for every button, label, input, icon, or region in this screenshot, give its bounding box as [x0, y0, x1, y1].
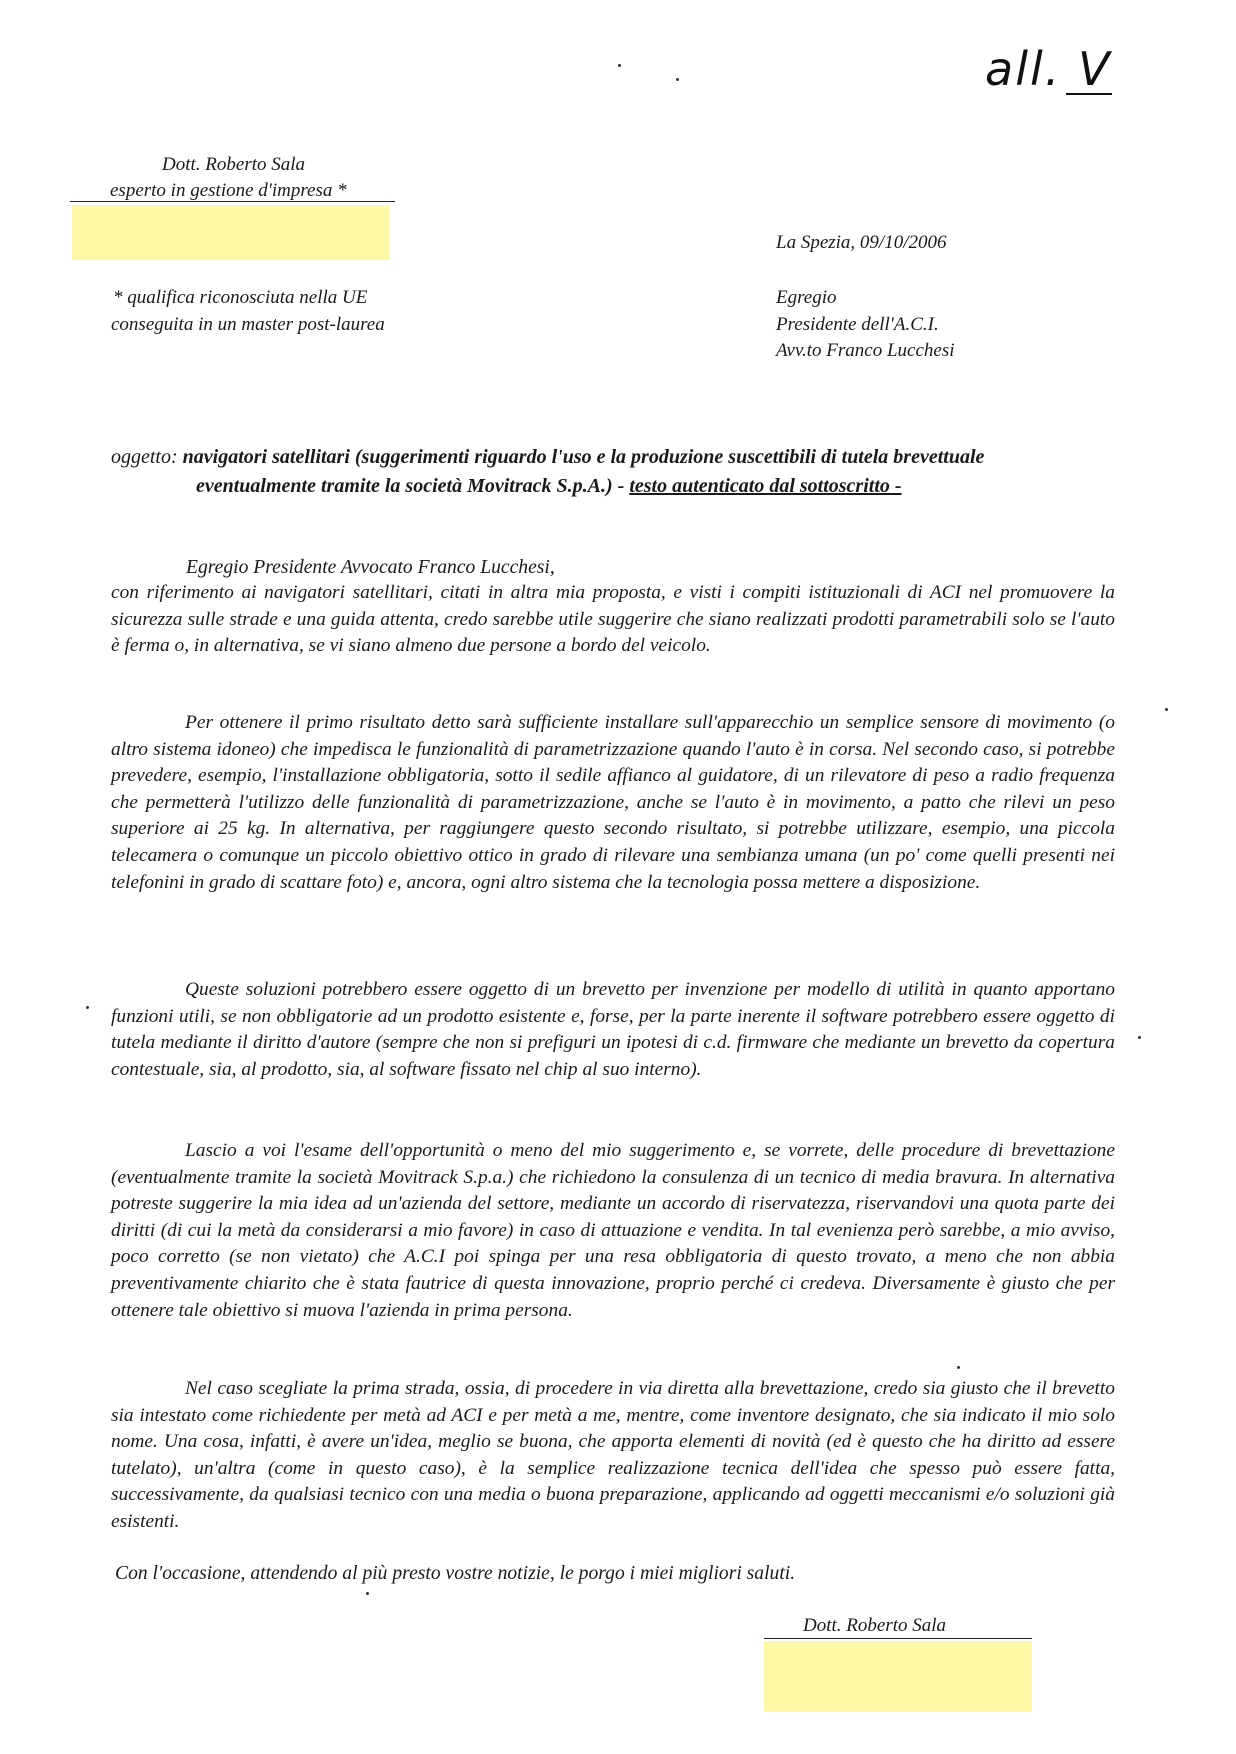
qualification-note-line2: conseguita in un master post-laurea: [111, 314, 385, 335]
scan-speck: [957, 1366, 960, 1369]
subject-line2: [196, 472, 902, 501]
scan-speck: [618, 64, 621, 67]
redacted-highlight-sender: [72, 205, 389, 260]
sender-title-rule: [70, 201, 395, 202]
paragraph-5: Nel caso scegliate la prima strada, ossia, di procedere in via diretta alla brevettazione, credo sia giusto che il brevetto sia intestato come richiedente per metà ad ACI e per metà a me, mentre, come inventore designato, che sia indicato il mio solo nome. Una cosa, infatti, è avere un'idea, meglio se buona, che apporta elementi di novità (ed è questo che ha diritto ad essere tutelato), un'altra (come in questo caso), è la semplice realizzazione tecnica dell'idea che spesso può essere fatta, successivamente, da qualsiasi tecnico con una media o buona preparazione, applicando ad oggetti meccanismi e/o soluzioni già esistenti.: [111, 1378, 1115, 1532]
redacted-highlight-signature: [764, 1641, 1032, 1712]
scan-speck: [86, 1006, 89, 1009]
sender-title: esperto in gestione d'impresa *: [110, 180, 347, 201]
subject-text-line1: navigatori satellitari (suggerimenti riguardo l'uso e la produzione suscettibili di tutela brevettuale: [182, 446, 985, 468]
recipient-name: Avv.to Franco Lucchesi: [776, 340, 955, 361]
paragraph-1: con riferimento ai navigatori satellitari, citati in altra mia proposta, e visti i compiti istituzionali di ACI nel promuovere la sicurezza sulle strade e una guida attenta, credo sarebbe utile suggerire che siano realizzati prodotti parametrabili solo se l'auto è ferma o, in alternativa, se vi siano almeno due persone a bordo del veicolo.: [111, 582, 1115, 657]
recipient-role: Presidente dell'A.C.I.: [776, 314, 939, 335]
place-date: La Spezia, 09/10/2006: [776, 232, 947, 253]
recipient-salutation: Egregio: [776, 287, 837, 308]
subject-text-line2: eventualmente tramite la società Movitrack S.p.A.): [196, 475, 613, 497]
annotation-underline: [1066, 93, 1112, 95]
subject-line1: [111, 443, 984, 472]
scan-speck: [1165, 708, 1168, 711]
scan-speck: [676, 78, 679, 81]
greeting: Egregio Presidente Avvocato Franco Lucchesi,: [186, 557, 555, 578]
scan-speck: [1138, 1036, 1141, 1039]
handwritten-annotation: all. V: [985, 42, 1112, 96]
sender-name: Dott. Roberto Sala: [162, 154, 306, 175]
paragraph-4: Lascio a voi l'esame dell'opportunità o meno del mio suggerimento e, se vorrete, delle procedure di brevettazione (eventualmente tramite la società Movitrack S.p.a.) che richiedono la consulenza di un tecnico di media bravura. In alternativa potreste suggerire la mia idea ad un'azienda del settore, mediante un accordo di riservatezza, riservandovi una quota parte dei diritti (di cui la metà da considerarsi a mio favore) in caso di attuazione e vendita. In tal evenienza però sarebbe, a mio avviso, poco corretto (se non vietato) che A.C.I poi spinga per una resa obbligatoria di questo trovato, a meno che non abbia preventivamente chiarito che è stata fautrice di questa innovazione, proprio perché ci credeva. Diversamente è giusto che per ottenere tale obiettivo si muova l'azienda in prima persona.: [111, 1140, 1115, 1321]
subject-separator: -: [612, 475, 630, 497]
signature-rule: [764, 1638, 1032, 1639]
paragraph-2: Per ottenere il primo risultato detto sarà sufficiente installare sull'apparecchio un semplice sensore di movimento (o altro sistema idoneo) che impedisca le funzionalità di parametrizzazione quando l'auto è in corsa. Nel secondo caso, si potrebbe prevedere, esempio, l'installazione obbligatoria, sotto il sedile affianco al guidatore, di un rilevatore di peso a radio frequenza che permetterà l'utilizzo delle funzionalità di parametrizzazione, anche se l'auto è in movimento, a patto che rilevi un peso superiore ai 25 kg. In alternativa, per raggiungere questo secondo risultato, si potrebbe utilizzare, esempio, una piccola telecamera o comunque un piccolo obiettivo ottico in grado di rilevare una sembianza umana (un po' come quelli presenti nei telefonini in grado di scattare foto) e, ancora, ogni altro sistema che la tecnologia possa mettere a disposizione.: [111, 712, 1115, 893]
closing-line: Con l'occasione, attendendo al più presto vostre notizie, le porgo i miei migliori saluti.: [115, 1563, 796, 1584]
subject-label: oggetto:: [111, 446, 178, 468]
scan-speck: [366, 1592, 369, 1595]
qualification-note-line1: * qualifica riconosciuta nella UE: [113, 287, 368, 308]
paragraph-3: Queste soluzioni potrebbero essere oggetto di un brevetto per invenzione per modello di utilità in quanto apportano funzioni utili, se non obbligatorie ad un prodotto esistente e, forse, per la parte inerente il software potrebbero essere oggetto di tutela mediante il diritto d'autore (sempre che non si prefiguri un ipotesi di c.d. firmware che mediante un brevetto da copertura contestuale, sia, al prodotto, sia, al software fissato nel chip al suo interno).: [111, 979, 1115, 1080]
subject-authenticated: testo autenticato dal sottoscritto -: [629, 475, 902, 497]
signature-name: Dott. Roberto Sala: [803, 1615, 947, 1636]
